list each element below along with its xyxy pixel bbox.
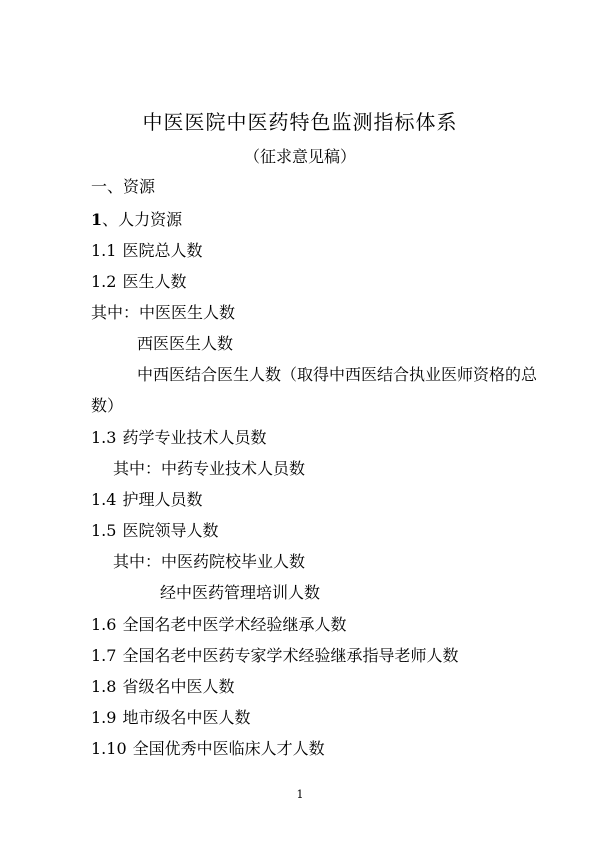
list-item bbox=[91, 302, 235, 324]
document-title: 中医医院中医药特色监测指标体系 bbox=[142, 110, 458, 134]
list-item bbox=[91, 489, 202, 511]
line-text: 全国名老中医药专家学术经验继承指导老师人数 bbox=[122, 646, 459, 665]
list-item bbox=[91, 645, 458, 667]
list-item bbox=[91, 676, 234, 698]
list-item bbox=[91, 240, 202, 262]
list-item bbox=[91, 427, 266, 449]
line-text: 西医医生人数 bbox=[137, 334, 234, 353]
line-text: 经中医药管理培训人数 bbox=[160, 583, 321, 602]
list-item bbox=[91, 271, 186, 293]
line-text: 医院领导人数 bbox=[122, 521, 219, 540]
line-text: 省级名中医人数 bbox=[122, 677, 235, 696]
line-text: 护理人员数 bbox=[122, 490, 203, 509]
line-number: 1.8 bbox=[91, 677, 117, 696]
section-heading-resources bbox=[91, 176, 155, 198]
line-text: 其中：中药专业技术人员数 bbox=[113, 459, 306, 478]
line-text: 药学专业技术人员数 bbox=[122, 428, 267, 447]
line-number: 1.10 bbox=[91, 739, 127, 758]
line-number: 1 bbox=[91, 210, 103, 229]
list-item bbox=[113, 458, 305, 480]
line-number: 1.9 bbox=[91, 708, 117, 727]
list-item bbox=[137, 333, 233, 355]
list-item bbox=[91, 520, 218, 542]
line-text: 中西医结合医生人数（取得中西医结合执业医师资格的总 bbox=[137, 365, 538, 384]
line-text: 其中：中医医生人数 bbox=[91, 303, 236, 322]
line-text: 其中：中医药院校毕业人数 bbox=[113, 552, 306, 571]
list-item bbox=[91, 707, 250, 729]
line-text: 一、资源 bbox=[91, 177, 156, 196]
list-item-continuation bbox=[91, 395, 123, 417]
line-text: 地市级名中医人数 bbox=[122, 708, 251, 727]
line-text: 医院总人数 bbox=[122, 241, 203, 260]
line-text: 全国优秀中医临床人才人数 bbox=[132, 739, 325, 758]
page-number: 1 bbox=[296, 788, 304, 801]
line-number: 1.4 bbox=[91, 490, 117, 509]
document-subtitle: （征求意见稿） bbox=[243, 147, 356, 166]
subsection-heading-human-resources bbox=[91, 209, 182, 231]
line-number: 1.5 bbox=[91, 521, 117, 540]
line-number: 1.2 bbox=[91, 272, 117, 291]
line-text: 数） bbox=[91, 396, 124, 415]
line-number: 1.6 bbox=[91, 615, 117, 634]
line-number: 1.3 bbox=[91, 428, 117, 447]
list-item bbox=[113, 551, 305, 573]
line-text: 医生人数 bbox=[122, 272, 187, 291]
list-item bbox=[160, 582, 320, 604]
line-text: 、人力资源 bbox=[102, 210, 183, 229]
line-number: 1.7 bbox=[91, 646, 117, 665]
line-text: 全国名老中医学术经验继承人数 bbox=[122, 615, 347, 634]
line-number: 1.1 bbox=[91, 241, 117, 260]
list-item bbox=[91, 614, 346, 636]
list-item bbox=[91, 738, 325, 760]
list-item bbox=[137, 364, 537, 386]
